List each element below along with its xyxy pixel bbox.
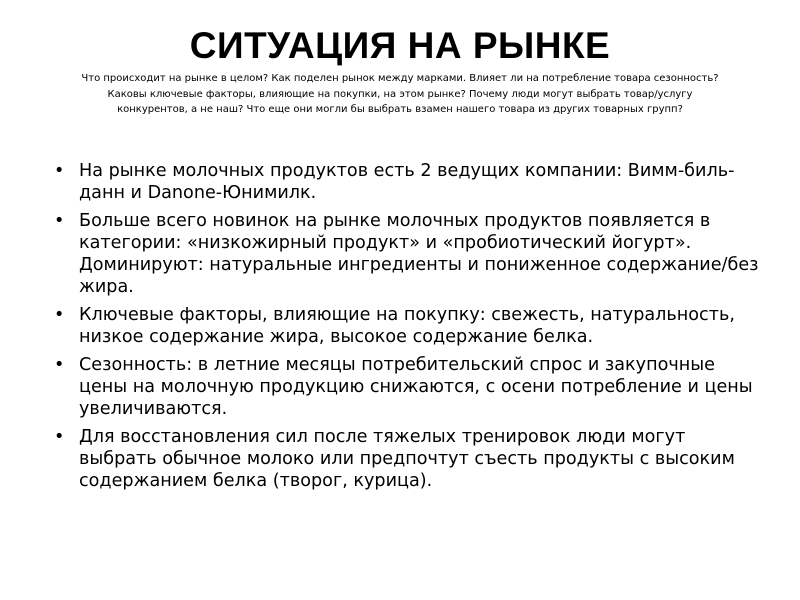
bullet-item <box>52 210 764 298</box>
bullet-item <box>52 426 764 492</box>
slide-title: СИТУАЦИЯ НА РЫНКЕ <box>189 25 611 66</box>
bullet-text: Больше всего новинок на рынке молочных продуктов появляется в категории: «низкожирный продукт» и «пробиотический йогурт». Доминируют: натуральные ингредиенты и пониженное содержание/без жира. <box>79 211 759 297</box>
bullet-text: Сезонность: в летние месяцы потребительский спрос и закупочные цены на молочную продукцию снижаются, с осени потребление и цены увеличиваются. <box>79 355 753 419</box>
bullet-icon: • <box>54 427 65 447</box>
bullet-text: Ключевые факторы, влияющие на покупку: свежесть, натуральность, низкое содержание жира, высокое содержание белка. <box>79 305 735 347</box>
bullet-icon: • <box>54 355 65 375</box>
bullet-item <box>52 354 764 420</box>
bullet-icon: • <box>54 305 65 325</box>
bullet-text: Для восстановления сил после тяжелых тренировок люди могут выбрать обычное молоко или предпочтут съесть продукты с высоким содержанием белка (творог, курица). <box>79 427 735 491</box>
bullet-icon: • <box>54 211 65 231</box>
bullet-item <box>52 304 764 348</box>
bullet-list <box>52 160 764 498</box>
bullet-item <box>52 160 764 204</box>
slide-subtitle: Что происходит на рынке в целом? Как поделен рынок между марками. Влияет ли на потребление товара сезонность? Каковы ключевые факторы, влияющие на покупки, на этом рынке? Почему люди могут выбрать товар/услугу конкурентов, а не наш? Что еще они могли бы выбрать взамен нашего товара из других товарных групп? <box>81 73 719 115</box>
bullet-text: На рынке молочных продуктов есть 2 ведущих компании: Вимм-биль-данн и Danone-Юнимилк. <box>79 161 735 203</box>
bullet-icon: • <box>54 161 65 181</box>
